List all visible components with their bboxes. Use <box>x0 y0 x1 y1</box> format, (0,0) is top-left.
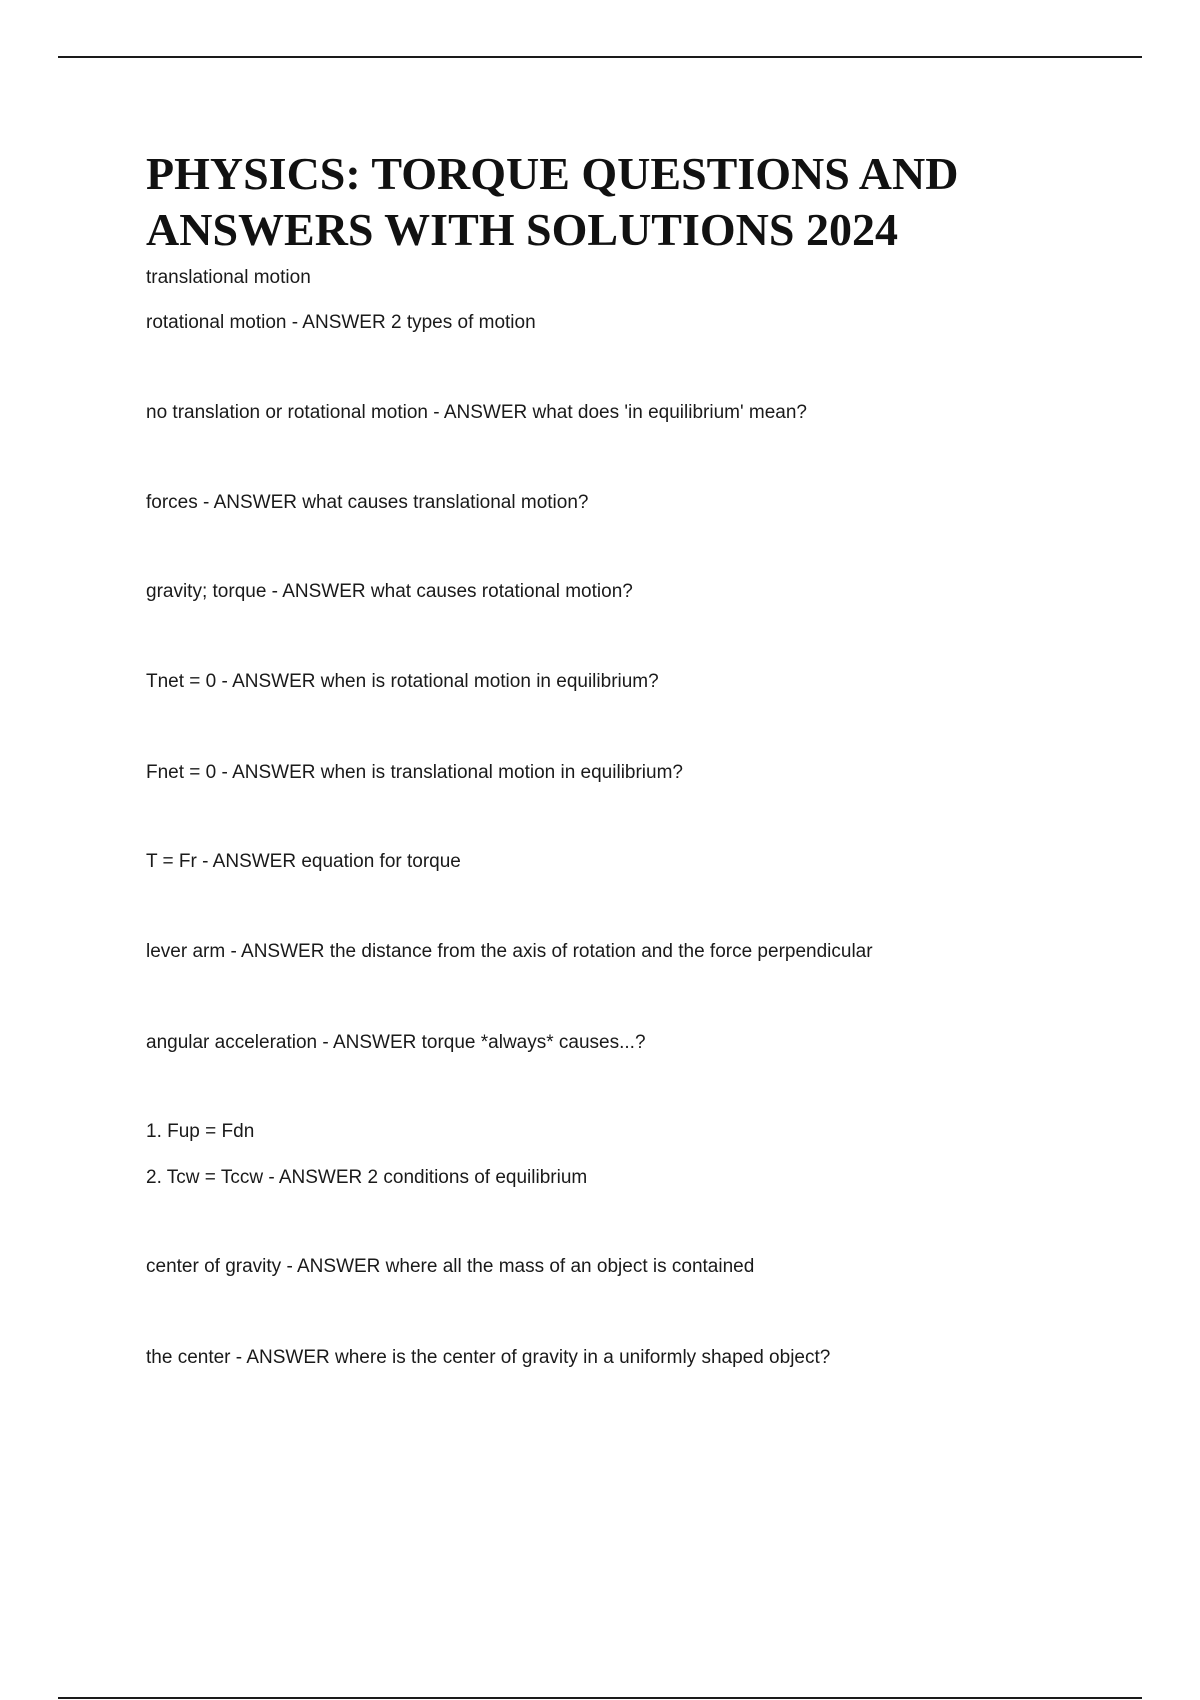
top-rule <box>58 56 1142 58</box>
qa-line-13: center of gravity - ANSWER where all the mass of an object is contained <box>146 1256 755 1277</box>
qa-line-3: no translation or rotational motion - ANSWER what does 'in equilibrium' mean? <box>146 402 807 423</box>
qa-line-4: forces - ANSWER what causes translational motion? <box>146 492 589 513</box>
qa-line-9: lever arm - ANSWER the distance from the axis of rotation and the force perpendicular <box>146 941 873 962</box>
qa-line-10: angular acceleration - ANSWER torque *always* causes...? <box>146 1032 646 1053</box>
qa-line-7: Fnet = 0 - ANSWER when is translational motion in equilibrium? <box>146 762 683 783</box>
qa-line-6: Tnet = 0 - ANSWER when is rotational motion in equilibrium? <box>146 671 659 692</box>
qa-list <box>146 266 1066 1370</box>
document-title: PHYSICS: TORQUE QUESTIONS AND ANSWERS WITH SOLUTIONS 2024 <box>146 148 959 255</box>
qa-line-8: T = Fr - ANSWER equation for torque <box>146 851 461 872</box>
bottom-rule <box>58 1697 1142 1699</box>
qa-line-12: 2. Tcw = Tccw - ANSWER 2 conditions of equilibrium <box>146 1167 588 1188</box>
qa-line-11: 1. Fup = Fdn <box>146 1121 255 1142</box>
qa-line-14: the center - ANSWER where is the center of gravity in a uniformly shaped object? <box>146 1347 831 1368</box>
qa-line-2: rotational motion - ANSWER 2 types of motion <box>146 312 536 333</box>
document-body <box>146 146 1066 1370</box>
qa-line-5: gravity; torque - ANSWER what causes rotational motion? <box>146 581 633 602</box>
qa-line-1: translational motion <box>146 267 311 288</box>
